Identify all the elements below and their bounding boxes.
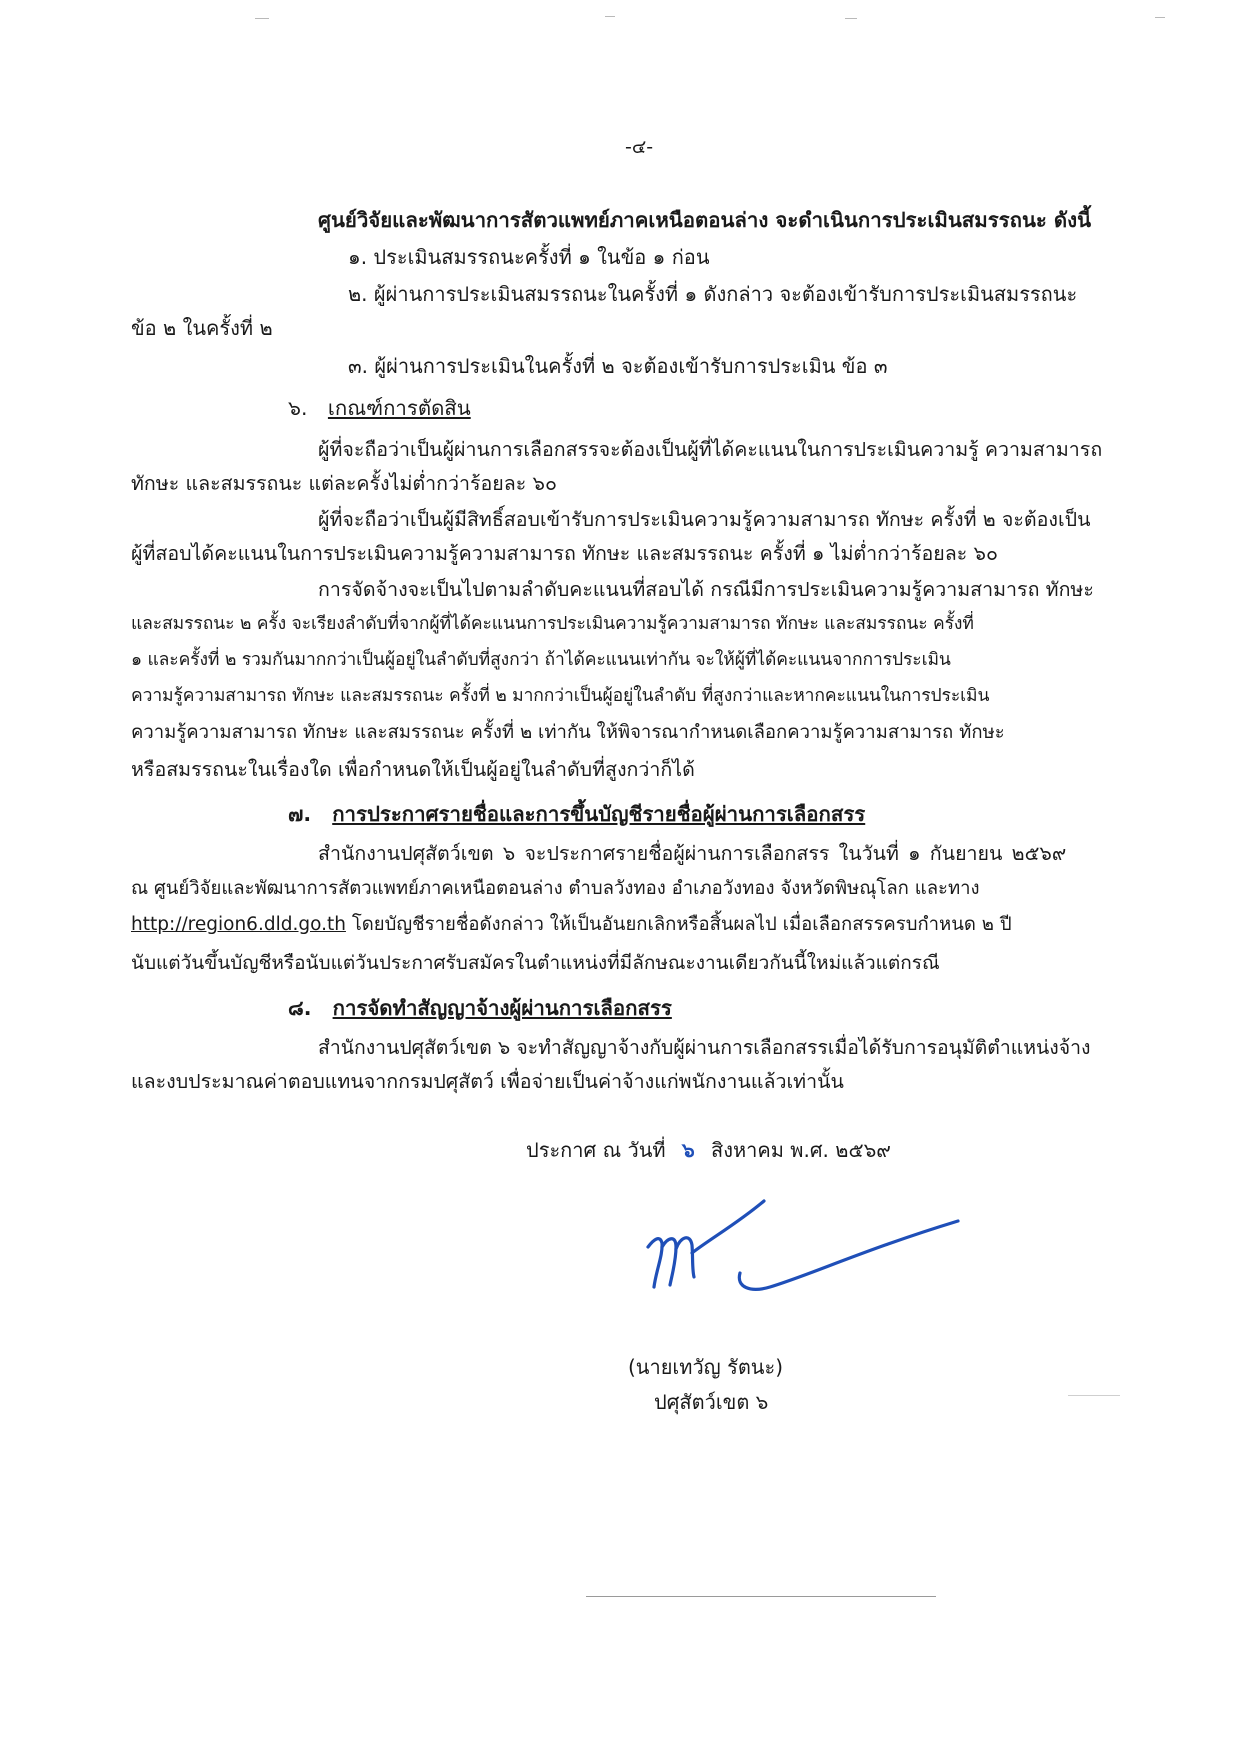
section6-heading: [288, 396, 471, 420]
section7-number: ๗.: [288, 802, 312, 826]
scan-artifact: [255, 18, 269, 19]
signature-image: [630, 1195, 970, 1335]
page-number: -๔-: [625, 136, 654, 158]
section7-line: นับแต่วันขึ้นบัญชีหรือนับแต่วันประกาศรับสมัครในตำแหน่งที่มีลักษณะงานเดียวกันนี้ใหม่แล้วแต่กรณี: [131, 952, 940, 974]
section8-heading: [288, 996, 672, 1020]
scan-artifact: [1068, 1395, 1120, 1396]
section6-line: ผู้ที่สอบได้คะแนนในการประเมินความรู้ความสามารถ ทักษะ และสมรรถนะ ครั้งที่ ๑ ไม่ต่ำกว่าร้อยละ ๖๐: [131, 542, 998, 565]
region6-website-link[interactable]: http://region6.dld.go.th: [131, 914, 346, 935]
step-2-continued: ข้อ ๒ ในครั้งที่ ๒: [131, 316, 273, 340]
section6-line: ผู้ที่จะถือว่าเป็นผู้มีสิทธิ์สอบเข้ารับการประเมินความรู้ความสามารถ ทักษะ ครั้งที่ ๒ จะต้องเป็น: [318, 508, 1091, 531]
announcement-prefix: ประกาศ ณ วันที่: [526, 1138, 666, 1162]
section7-line-rest: โดยบัญชีรายชื่อดังกล่าว ให้เป็นอันยกเลิกหรือสิ้นผลไป เมื่อเลือกสรรครบกำหนด ๒ ปี: [351, 914, 1012, 935]
section7-title: การประกาศรายชื่อและการขึ้นบัญชีรายชื่อผู้ผ่านการเลือกสรร: [332, 802, 866, 826]
section8-number: ๘.: [288, 996, 312, 1020]
section6-line: ๑ และครั้งที่ ๒ รวมกันมากกว่าเป็นผู้อยู่ในลำดับที่สูงกว่า ถ้าได้คะแนนเท่ากัน จะให้ผู้ที่ได้คะแนนจากการประเมิน: [131, 650, 951, 670]
section7-line: ณ ศูนย์วิจัยและพัฒนาการสัตวแพทย์ภาคเหนือตอนล่าง ตำบลวังทอง อำเภอวังทอง จังหวัดพิษณุโลก และทาง: [131, 878, 980, 899]
scan-artifact: [845, 18, 857, 19]
scan-artifact: [1155, 17, 1165, 18]
section6-line: และสมรรถนะ ๒ ครั้ง จะเรียงลำดับที่จากผู้ที่ได้คะแนนการประเมินความรู้ความสามารถ ทักษะ และสมรรถนะ ครั้งที่: [131, 614, 974, 634]
footer-rule: [586, 1596, 936, 1597]
section6-line: ความรู้ความสามารถ ทักษะ และสมรรถนะ ครั้งที่ ๒ มากกว่าเป็นผู้อยู่ในลำดับ ที่สูงกว่าและหากคะแนนในการประเมิน: [131, 686, 990, 706]
section7-line: สำนักงานปศุสัตว์เขต ๖ จะประกาศรายชื่อผู้ผ่านการเลือกสรร ในวันที่ ๑ กันยายน ๒๕๖๙: [318, 842, 1067, 865]
step-1: ๑. ประเมินสมรรถนะครั้งที่ ๑ ในข้อ ๑ ก่อน: [348, 245, 710, 269]
section7-heading: [288, 802, 865, 826]
section6-title: เกณฑ์การตัดสิน: [327, 396, 471, 420]
announcement-day: ๖: [681, 1138, 695, 1162]
step-3: ๓. ผู้ผ่านการประเมินในครั้งที่ ๒ จะต้องเข้ารับการประเมิน ข้อ ๓: [348, 354, 888, 378]
intro-line: ศูนย์วิจัยและพัฒนาการสัตวแพทย์ภาคเหนือตอนล่าง จะดำเนินการประเมินสมรรถนะ ดังนี้: [318, 208, 1092, 232]
section6-line: หรือสมรรถนะในเรื่องใด เพื่อกำหนดให้เป็นผู้อยู่ในลำดับที่สูงกว่าก็ได้: [131, 758, 695, 781]
section6-line: ทักษะ และสมรรถนะ แต่ละครั้งไม่ต่ำกว่าร้อยละ ๖๐: [131, 472, 557, 495]
section8-line: และงบประมาณค่าตอบแทนจากกรมปศุสัตว์ เพื่อจ่ายเป็นค่าจ้างแก่พนักงานแล้วเท่านั้น: [131, 1070, 844, 1093]
announcement-suffix: สิงหาคม พ.ศ. ๒๕๖๙: [711, 1138, 891, 1162]
section6-line: การจัดจ้างจะเป็นไปตามลำดับคะแนนที่สอบได้ กรณีมีการประเมินความรู้ความสามารถ ทักษะ: [318, 578, 1094, 601]
signatory-name: (นายเทวัญ รัตนะ): [628, 1355, 784, 1379]
step-2: ๒. ผู้ผ่านการประเมินสมรรถนะในครั้งที่ ๑ ดังกล่าว จะต้องเข้ารับการประเมินสมรรถนะ: [348, 282, 1078, 306]
section8-title: การจัดทำสัญญาจ้างผู้ผ่านการเลือกสรร: [332, 996, 672, 1020]
section6-line: ความรู้ความสามารถ ทักษะ และสมรรถนะ ครั้งที่ ๒ เท่ากัน ให้พิจารณากำหนดเลือกความรู้ความสามารถ ทักษะ: [131, 722, 1005, 743]
section6-number: ๖.: [288, 396, 308, 420]
section7-line-with-link: [131, 914, 1012, 936]
signatory-title: ปศุสัตว์เขต ๖: [654, 1390, 769, 1414]
section6-line: ผู้ที่จะถือว่าเป็นผู้ผ่านการเลือกสรรจะต้องเป็นผู้ที่ได้คะแนนในการประเมินความรู้ ความสามารถ: [318, 438, 1103, 461]
scan-artifact: [605, 16, 615, 17]
announcement-date: [526, 1138, 891, 1162]
section8-line: สำนักงานปศุสัตว์เขต ๖ จะทำสัญญาจ้างกับผู้ผ่านการเลือกสรรเมื่อได้รับการอนุมัติตำแหน่งจ้าง: [318, 1036, 1091, 1059]
